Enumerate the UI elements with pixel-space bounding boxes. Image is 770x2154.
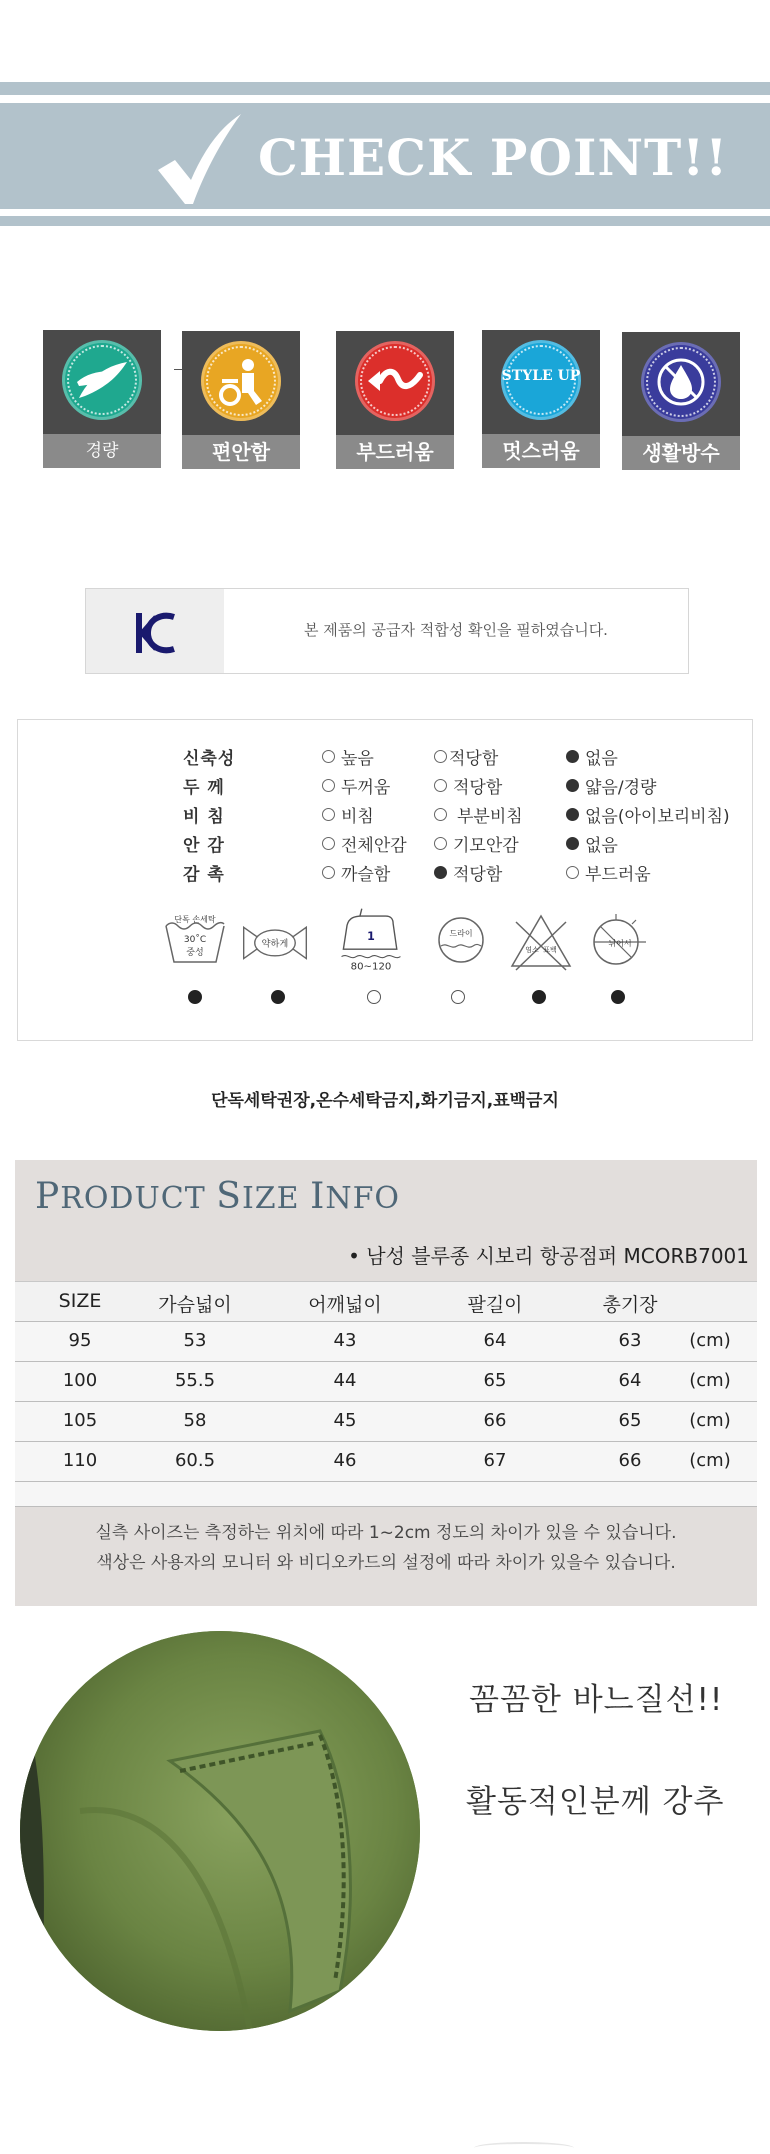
checkpoint-title: CHECK POINT!! (258, 128, 729, 187)
size-table-header (15, 1281, 757, 1322)
header-cell: SIZE (58, 1290, 102, 1312)
attribute-label: 두 께 (183, 778, 225, 798)
svg-text:80~120: 80~120 (350, 961, 392, 973)
radio-empty (566, 866, 579, 879)
radio-filled (566, 750, 579, 763)
radio-empty (322, 866, 335, 879)
feature-badge-lightweight (43, 330, 161, 468)
radio-empty (322, 750, 335, 763)
attribute-label: 감 촉 (183, 865, 225, 885)
radio-filled (434, 866, 447, 879)
waterproof-drop-icon (656, 357, 706, 407)
radio-filled (566, 837, 579, 850)
kc-logo-icon (134, 609, 178, 657)
size-note-line: 색상은 사용자의 모니터 와 비디오카드의 설정에 따라 차이가 있을수 있습니다. (96, 1553, 676, 1573)
gentle-wash-icon (240, 912, 310, 972)
wash-30-icon (160, 912, 230, 972)
svg-text:뉘어서: 뉘어서 (608, 939, 632, 948)
svg-text:1: 1 (367, 930, 375, 943)
checkmark-icon (155, 112, 245, 207)
attribute-option: 부분비침 (434, 802, 523, 827)
header-cell: 팔길이 (467, 1294, 523, 1316)
kc-certification-box (85, 588, 689, 674)
feather-icon (75, 358, 129, 402)
svg-text:약하게: 약하게 (261, 938, 289, 950)
comfort-person-icon (218, 357, 264, 407)
kc-text: 본 제품의 공급자 적합성 확인을 필하였습니다. (304, 621, 608, 639)
header-cell: 가슴넓이 (158, 1294, 232, 1316)
kc-logo-panel (86, 589, 224, 673)
attribute-option-selected: 얇음/경량 (566, 773, 656, 798)
next-section-hint (474, 2142, 574, 2154)
care-selected-dot (271, 990, 285, 1004)
header-cell: 어깨넓이 (308, 1294, 382, 1316)
radio-empty (434, 779, 447, 792)
attribute-option: 적당함 (434, 773, 502, 798)
attribute-option-selected: 없음 (566, 744, 618, 769)
iron-icon (336, 906, 406, 974)
radio-empty (322, 837, 335, 850)
flat-dry-icon (584, 912, 654, 972)
svg-text:드라이: 드라이 (449, 929, 473, 938)
attribute-option: 높음 (322, 744, 374, 769)
size-note-line: 실측 사이즈는 측정하는 위치에 따라 1~2cm 정도의 차이가 있을 수 있습니다. (95, 1523, 677, 1543)
svg-text:표백: 표백 (543, 946, 557, 954)
table-row: 105 58 45 66 65 (cm) (15, 1402, 757, 1442)
care-unselected-dot (367, 990, 381, 1004)
table-spacer-row (15, 1482, 757, 1507)
table-row: 110 60.5 46 67 66 (cm) (15, 1442, 757, 1482)
header-cell: 총기장 (602, 1294, 658, 1316)
attribute-row-texture (18, 860, 752, 888)
radio-empty (322, 808, 335, 821)
feature-label: 부드러움 (336, 435, 454, 469)
svg-text:30˚C: 30˚C (183, 935, 207, 945)
no-bleach-icon (506, 912, 576, 972)
product-name: • 남성 블루종 시보리 항공점퍼 MCORB7001 (348, 1244, 749, 1268)
feature-badge-waterproof (622, 332, 740, 470)
size-info-section (15, 1160, 757, 1606)
radio-filled (566, 808, 579, 821)
attribute-option-selected: 적당함 (434, 860, 502, 885)
headline-recommend: 활동적인분께 강추 (466, 1784, 725, 1820)
feature-badge-style (482, 330, 600, 468)
radio-filled (566, 779, 579, 792)
attribute-option: 비침 (322, 802, 374, 827)
attribute-label: 신축성 (183, 749, 236, 769)
care-selected-dot (611, 990, 625, 1004)
attribute-option: 적당함 (434, 744, 498, 769)
fabric-attributes-box (17, 719, 753, 1041)
attribute-option-selected: 없음 (566, 831, 618, 856)
headline-stitching: 꼼꼼한 바느질선!! (469, 1682, 724, 1718)
banner-bottom-line (0, 216, 770, 226)
care-unselected-dot (451, 990, 465, 1004)
wash-instructions: 단독세탁권장,온수세탁금지,화기금지,표백금지 (211, 1091, 559, 1111)
care-selected-dot (188, 990, 202, 1004)
attribute-row-thickness (18, 773, 752, 801)
attribute-label: 안 감 (183, 836, 225, 856)
size-note (15, 1518, 757, 1578)
attribute-row-sheer (18, 802, 752, 830)
radio-empty (434, 750, 447, 763)
attribute-option-selected: 없음(아이보리비침) (566, 802, 730, 827)
feature-badge-soft (336, 331, 454, 469)
attribute-option: 기모안감 (434, 831, 519, 856)
table-row: 100 55.5 44 65 64 (cm) (15, 1362, 757, 1402)
feature-badge-comfort (182, 331, 300, 469)
attribute-option: 부드러움 (566, 860, 651, 885)
attribute-row-stretch (18, 744, 752, 772)
svg-text:중성: 중성 (186, 948, 204, 958)
svg-text:염소: 염소 (525, 946, 539, 954)
attribute-row-lining (18, 831, 752, 859)
fabric-detail-image (20, 1631, 420, 2031)
feature-label: 편안함 (182, 435, 300, 469)
attribute-option: 전체안감 (322, 831, 407, 856)
table-row: 95 53 43 64 63 (cm) (15, 1322, 757, 1362)
style-up-icon: STYLE UP (501, 368, 581, 384)
feature-label: 생활방수 (622, 436, 740, 470)
size-table (15, 1281, 757, 1507)
radio-empty (434, 808, 447, 821)
feature-label: 멋스러움 (482, 434, 600, 468)
soft-wave-icon (364, 365, 426, 397)
svg-text:단독 손세탁: 단독 손세탁 (174, 915, 216, 924)
radio-empty (434, 837, 447, 850)
size-info-title: PRODUCT SIZE INFO (35, 1176, 400, 1217)
care-selected-dot (532, 990, 546, 1004)
attribute-option: 까슬함 (322, 860, 390, 885)
dry-icon (426, 912, 496, 972)
radio-empty (322, 779, 335, 792)
attribute-label: 비 침 (183, 807, 225, 827)
attribute-option: 두꺼움 (322, 773, 390, 798)
fabric-detail-photo (20, 1631, 420, 2031)
feature-label: 경량 (43, 434, 161, 468)
banner-top-line (0, 82, 770, 95)
